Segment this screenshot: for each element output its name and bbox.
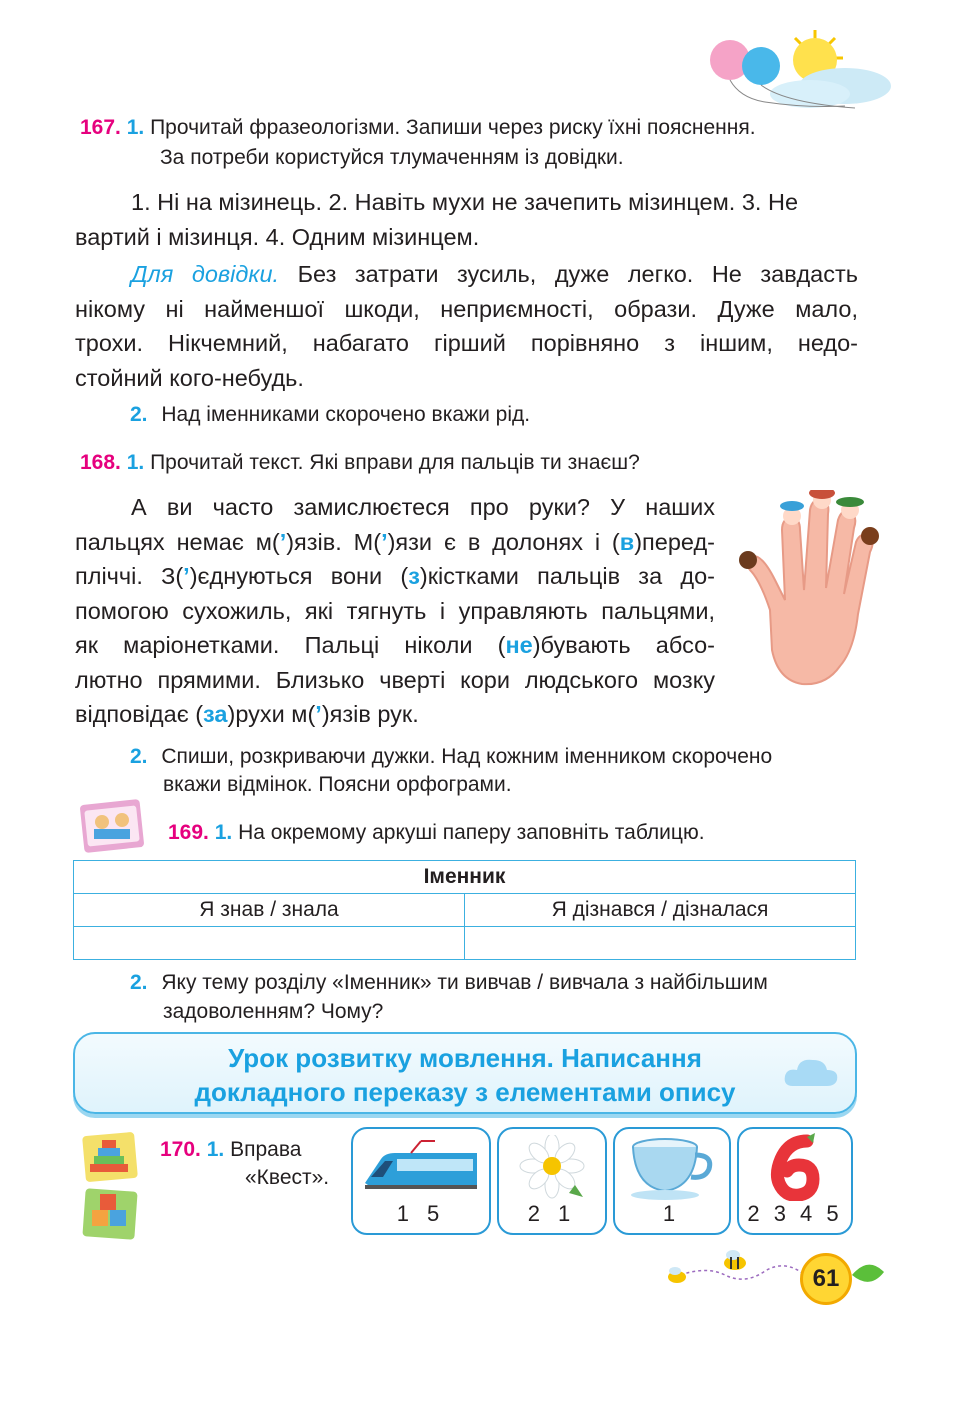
ex168-line5 — [75, 628, 715, 663]
ex167-reference-line3: трохи. Нікчемний, набагато гірший порівняно з іншим, недо- — [75, 330, 858, 356]
ex168-task2-line1: Спиши, розкриваючи дужки. Над кожним іменником скорочено — [161, 745, 773, 768]
chamomile-icon — [517, 1135, 587, 1201]
number-six-icon — [767, 1133, 823, 1201]
ex167-reference-line1: Без затрати зусиль, дуже легко. Не завдасть — [279, 261, 858, 287]
ex167-reference-label: Для довідки. — [131, 261, 280, 287]
table-header: Іменник — [74, 861, 856, 894]
ex169-task2 — [130, 968, 870, 998]
quest-card-value: 1 — [662, 1201, 682, 1226]
table-col2-header: Я дізнався / дізналася — [465, 894, 856, 927]
ex167-reference — [75, 257, 858, 395]
ex170-task1-line2: «Квест». — [245, 1166, 330, 1189]
text-fragment: )язів. М( — [286, 528, 382, 555]
ex168-task2-line2: вкажи відмінок. Поясни орфограми. — [163, 773, 512, 796]
ex167-phraseologisms — [75, 185, 858, 254]
ex169-task2-line1: Яку тему розділу «Іменник» ти вивчав / вивчала з найбільшим — [161, 971, 768, 994]
page-number-badge — [800, 1253, 852, 1305]
pyramid-toy-icon — [80, 1128, 140, 1184]
train-icon — [361, 1137, 481, 1201]
lesson-title-line1: Урок розвитку мовлення. Написання — [228, 1043, 702, 1073]
quest-card-chamomile — [497, 1127, 607, 1235]
ex168-line4: помогою сухожиль, які тягнуть і управляють пальцями, — [75, 597, 715, 624]
cloud-icon — [783, 1054, 839, 1090]
ex167-number: 167. — [80, 116, 121, 139]
text-fragment: )перед- — [634, 528, 715, 555]
text-fragment: пальцях немає м( — [75, 528, 280, 555]
ex168-task1-number: 1. — [126, 451, 145, 474]
quest-card-value: 2 3 4 5 — [747, 1201, 843, 1226]
table-cell-empty — [74, 927, 465, 960]
ex168-line1: А ви часто замислюєтеся про руки? У наших — [131, 494, 715, 520]
quest-card-value: 2 1 — [527, 1201, 577, 1226]
bees-decoration-icon — [655, 1245, 815, 1301]
alphabet-blocks-icon — [80, 1186, 140, 1242]
knowledge-table — [73, 860, 856, 960]
ex167-phrase-line2: вартий і мізинця. 4. Одним мізинцем. — [75, 223, 480, 250]
ex168-line2 — [75, 525, 715, 560]
table-cell-empty — [465, 927, 856, 960]
ex169-task1 — [168, 818, 868, 848]
highlight: в — [619, 528, 635, 555]
ex168-task1 — [80, 448, 870, 478]
ex169-task2-number: 2. — [130, 971, 148, 994]
ex167-reference-line2: нікому ні найменшої шкоди, неприємності, образи. Дуже мало, — [75, 295, 858, 322]
text-fragment: )бувають абсо- — [532, 632, 715, 658]
highlight: з — [408, 563, 420, 589]
ex170-number: 170. — [160, 1138, 201, 1161]
ex169-number: 169. — [168, 821, 209, 844]
text-fragment: )єднуються вони ( — [189, 563, 409, 589]
highlight: ’ — [381, 528, 388, 555]
ex170-task1 — [160, 1135, 340, 1165]
text-fragment: відповідає ( — [75, 701, 204, 727]
table-col1-header: Я знав / знала — [74, 894, 465, 927]
cup-icon — [629, 1137, 715, 1201]
highlight: не — [505, 632, 533, 658]
ex169-task1-number: 1. — [214, 821, 233, 844]
highlight: за — [203, 701, 228, 727]
children-reading-icon — [78, 798, 146, 854]
text-fragment: )язи є в долонях і ( — [387, 528, 620, 555]
ex167-reference-line4: стойний кого-небудь. — [75, 364, 304, 391]
lesson-title — [75, 1041, 855, 1109]
text-fragment: )язів рук. — [321, 701, 419, 727]
ex170-task1-line1: Вправа — [230, 1138, 302, 1161]
ex167-task1-line1: Прочитай фразеологізми. Запиши через риску їхні пояснення. — [150, 116, 756, 139]
highlight: ’ — [279, 528, 287, 555]
text-fragment: пліччі. З( — [75, 563, 184, 589]
ex168-line3 — [75, 559, 715, 594]
ex167-task2-number: 2. — [130, 403, 148, 426]
text-fragment: )кістками пальців за до- — [419, 563, 715, 589]
ex168-task1-text: Прочитай текст. Які вправи для пальців ти знаєш? — [150, 451, 640, 474]
ex168-text — [75, 490, 715, 732]
page-number: 61 — [812, 1265, 840, 1292]
ex168-task2-number: 2. — [130, 745, 148, 768]
ex167-task1-line2: За потреби користуйся тлумаченням із довідки. — [160, 146, 624, 169]
text-fragment: як маріонетками. Пальці ніколи ( — [75, 632, 506, 658]
ex167-task1 — [80, 113, 870, 143]
ex167-task2 — [130, 400, 850, 430]
quest-card-value: 1 5 — [396, 1201, 446, 1226]
highlight: ’ — [315, 701, 322, 727]
highlight: ’ — [183, 563, 190, 589]
ex169-task1-text: На окремому аркуші паперу заповніть таблицю. — [238, 821, 705, 844]
lesson-title-line2: докладного переказу з елементами опису — [194, 1077, 736, 1107]
quest-card-train — [351, 1127, 491, 1235]
ex167-task1-number: 1. — [126, 116, 145, 139]
ex168-line7 — [75, 697, 715, 732]
ex168-task2 — [130, 742, 870, 772]
hand-puppets-icon — [730, 490, 890, 690]
ex169-task2-line2: задоволенням? Чому? — [163, 1000, 384, 1023]
ex168-number: 168. — [80, 451, 121, 474]
ex167-task2-text: Над іменниками скорочено вкажи рід. — [161, 403, 531, 426]
leaf-icon — [850, 1260, 886, 1290]
ex167-phrase-line1: 1. Ні на мізинець. 2. Навіть мухи не зачепить мізинцем. 3. Не — [131, 189, 799, 215]
lesson-title-box — [73, 1032, 857, 1114]
quest-card-cup — [613, 1127, 731, 1235]
ex170-task1-number: 1. — [206, 1138, 225, 1161]
text-fragment: )рухи м( — [227, 701, 316, 727]
quest-card-number-six — [737, 1127, 853, 1235]
ex168-line6: лютно прямими. Близько чверті кори людського мозку — [75, 666, 715, 693]
